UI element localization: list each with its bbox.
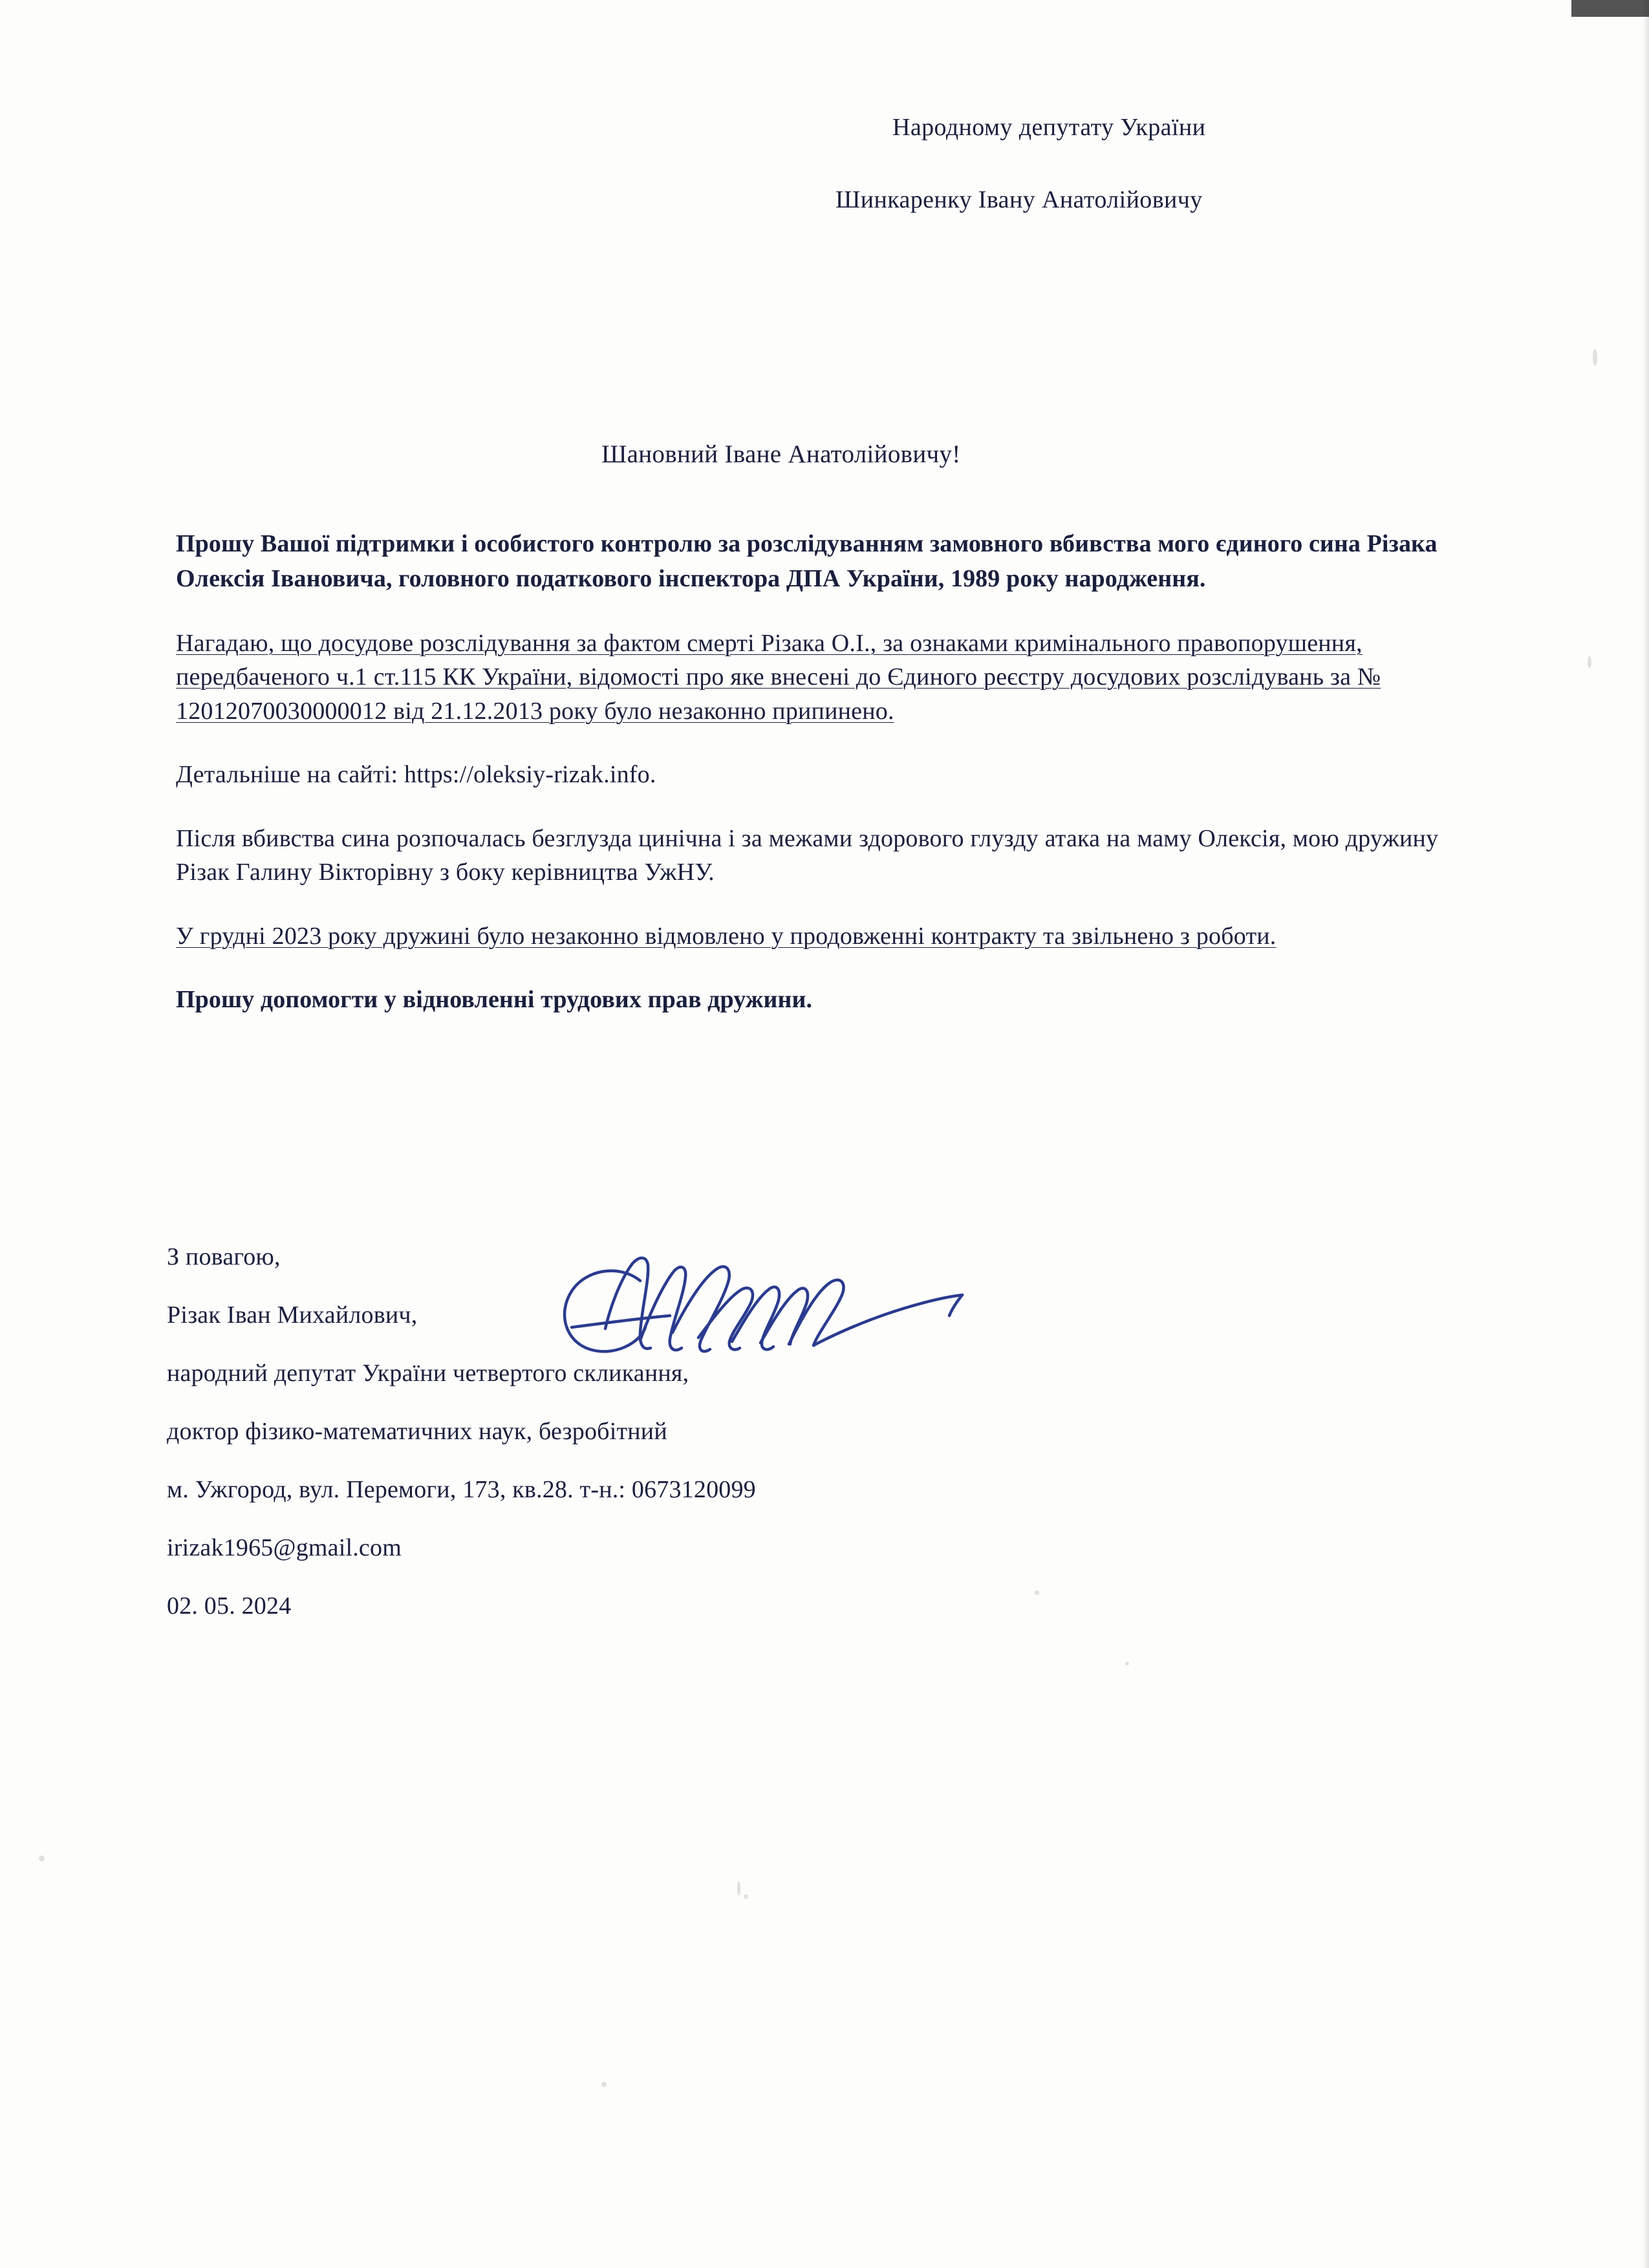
paragraph-contract-refusal: У грудні 2023 року дружині було незаконно відмовлено у продовженні контракту та звільнено з роботи. [176, 922, 1277, 950]
addressee-line-2: Шинкаренку Івану Анатолійовичу [835, 186, 1203, 213]
salutation: Шановний Іване Анатолійовичу! [601, 440, 961, 468]
signature-name: Різак Іван Михайлович, [167, 1301, 418, 1329]
signature-closing: З повагою, [167, 1243, 281, 1270]
paragraph-final-request: Прошу допомогти у відновленні трудових прав дружини. [176, 985, 813, 1013]
addressee-line-1: Народному депутату України [892, 114, 1206, 141]
signature-title-line-2: доктор фізико-математичних наук, безробітний [167, 1418, 667, 1445]
paragraph-request-main: Прошу Вашої підтримки і особистого контролю за розслідуванням замовного вбивства мого єдиного сина Різака Олексія Івановича, головного податкового інспектора ДПА України, 1989 року народження. [176, 530, 1438, 592]
body-text-block [176, 527, 1482, 1036]
signature-email: irizak1965@gmail.com [167, 1534, 402, 1561]
addressee-block [835, 113, 1546, 214]
signature-date: 02. 05. 2024 [167, 1592, 292, 1620]
signature-title-line-1: народний депутат України четвертого скликання, [167, 1360, 689, 1387]
paragraph-reminder-investigation: Нагадаю, що досудове розслідування за фактом смерті Різака О.І., за ознаками кримінального правопорушення, передбаченого ч.1 ст.115 КК України, відомості про яке внесені до Єдиного реєстру досудових розслідувань за № 12012070030000012 від 21.12.2013 року було незаконно припинено. [176, 629, 1381, 725]
signature-block [167, 1245, 1499, 1652]
paragraph-website-reference: Детальніше на сайті: https://oleksiy-rizak.info. [176, 761, 656, 789]
signature-address: м. Ужгород, вул. Перемоги, 173, кв.28. т-н.: 0673120099 [167, 1476, 756, 1503]
paragraph-attack-on-wife: Після вбивства сина розпочалась безглузда цинічна і за межами здорового глузду атака на маму Олексія, мою дружину Різак Галину Вікторівну з боку керівництва УжНУ. [176, 824, 1439, 886]
